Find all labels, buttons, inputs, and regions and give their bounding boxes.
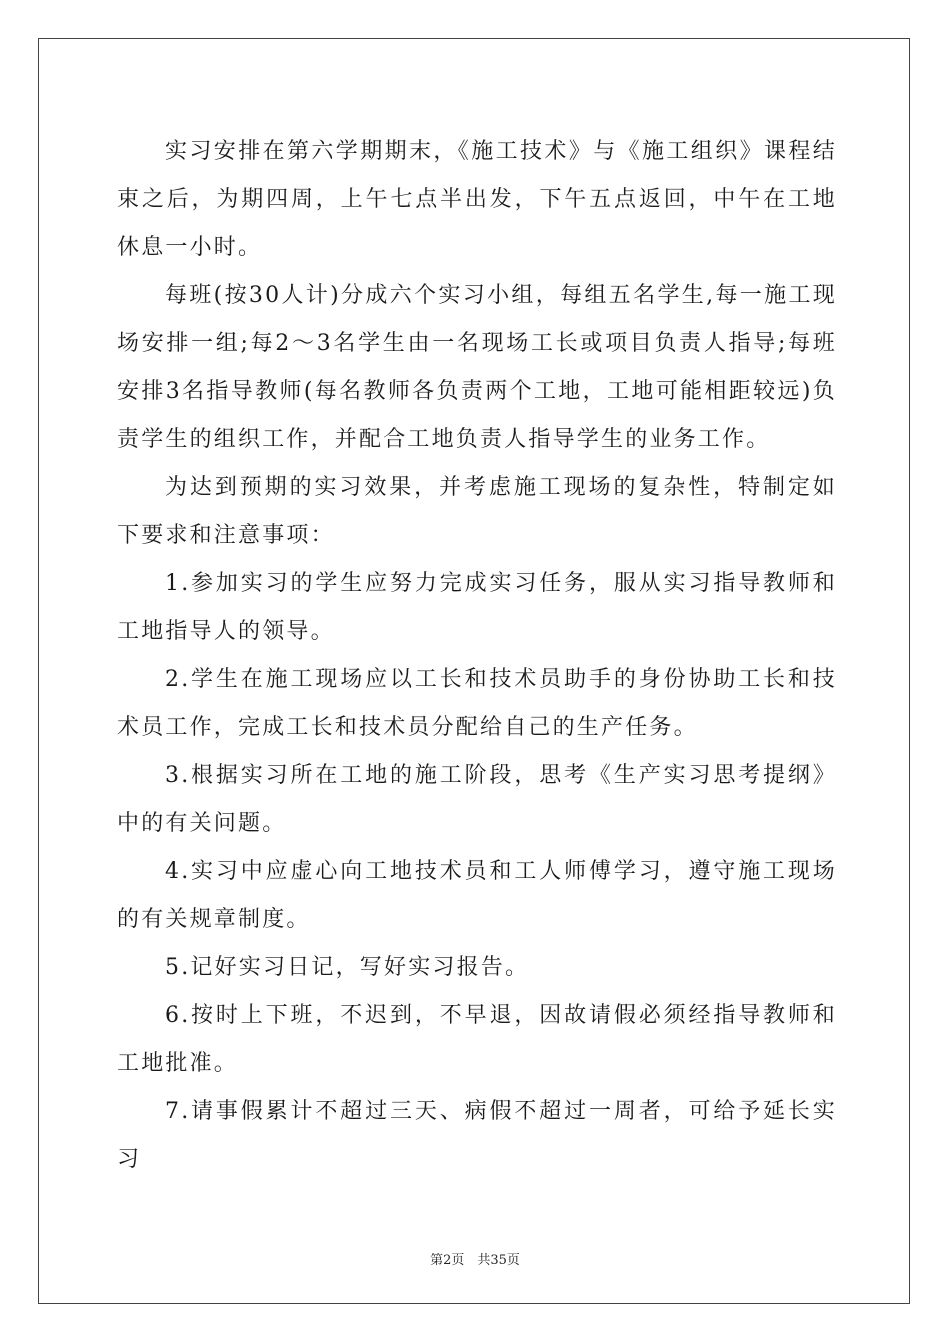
list-item: 7.请事假累计不超过三天、病假不超过一周者，可给予延长实习: [117, 1099, 837, 1172]
list-item: 2.学生在施工现场应以工长和技术员助手的身份协助工长和技术员工作，完成工长和技术员分配给自己的生产任务。: [117, 667, 837, 740]
list-item: 3.根据实习所在工地的施工阶段，思考《生产实习思考提纲》中的有关问题。: [117, 763, 837, 836]
paragraph-schedule: 实习安排在第六学期期末，《施工技术》与《施工组织》课程结束之后，为期四周，上午七点半出发，下午五点返回，中午在工地休息一小时。: [117, 139, 837, 260]
list-item: 6.按时上下班，不迟到，不早退，因故请假必须经指导教师和工地批准。: [117, 1003, 837, 1076]
list-item: 1.参加实习的学生应努力完成实习任务，服从实习指导教师和工地指导人的领导。: [117, 571, 837, 644]
list-item: 4.实习中应虚心向工地技术员和工人师傅学习，遵守施工现场的有关规章制度。: [117, 859, 837, 932]
document-body: [117, 128, 837, 1184]
page-number-footer: 第2页 共35页: [430, 1253, 520, 1268]
paragraph-requirements-intro: 为达到预期的实习效果，并考虑施工现场的复杂性，特制定如下要求和注意事项：: [117, 475, 837, 548]
list-item: 5.记好实习日记，写好实习报告。: [165, 955, 530, 980]
paragraph-grouping: 每班(按30人计)分成六个实习小组，每组五名学生,每一施工现场安排一组;每2～3名学生由一名现场工长或项目负责人指导;每班安排3名指导教师(每名教师各负责两个工地，工地可能相距较远)负责学生的组织工作，并配合工地负责人指导学生的业务工作。: [117, 283, 837, 452]
